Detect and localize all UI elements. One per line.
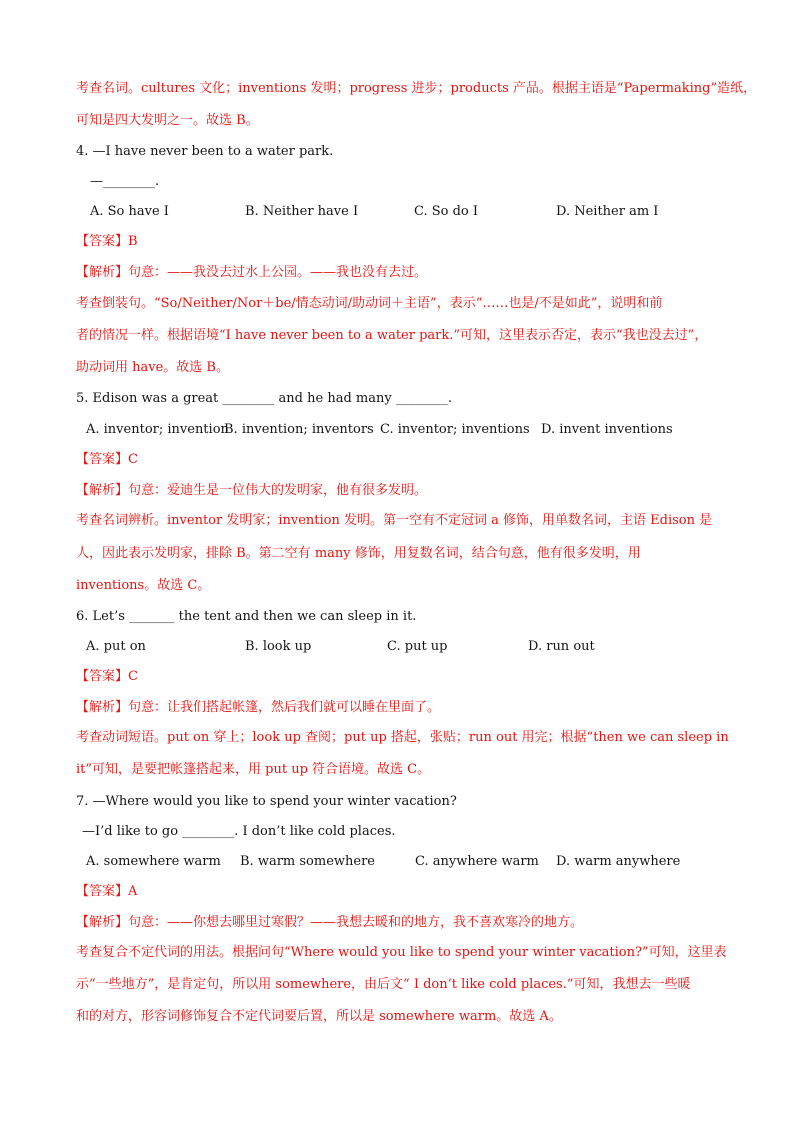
- q5-option-c: C. inventor; inventions: [380, 422, 530, 437]
- q6-analysis: [76, 699, 736, 717]
- q7-analysis: [76, 914, 736, 932]
- q5-analysis: [76, 482, 736, 500]
- q7-option-c: C. anywhere warm: [415, 854, 539, 869]
- answer-value: C: [128, 452, 138, 467]
- q6-explanation-line-2: it”可知，是要把帐篷搭起来，用 put up 符合语境。故选 C。: [76, 762, 431, 777]
- q5-stem: 5. Edison was a great ________ and he had many ________.: [76, 391, 452, 406]
- analysis-text: 句意：爱迪生是一位伟大的发明家，他有很多发明。: [128, 483, 428, 498]
- analysis-tag: 【解析】: [76, 700, 129, 715]
- q4-option-a: A. So have I: [90, 204, 169, 219]
- q7-option-a: A. somewhere warm: [86, 854, 221, 869]
- answer-value: A: [128, 884, 138, 899]
- q5-option-b: B. invention; inventors: [224, 422, 374, 437]
- analysis-tag: 【解析】: [76, 265, 129, 280]
- q6-option-d: D. run out: [528, 639, 595, 654]
- q5-explanation-line-3: inventions。故选 C。: [76, 578, 211, 593]
- q4-answer: [76, 233, 736, 251]
- answer-value: C: [128, 669, 138, 684]
- q6-answer: [76, 668, 736, 686]
- q7-explanation-line-2: 示“一些地方”，是肯定句，所以用 somewhere，由后文“ I don’t like cold places.”可知，我想去一些暖: [76, 977, 691, 992]
- q7-stem: 7. —Where would you like to spend your winter vacation?: [76, 794, 457, 809]
- q4-option-b: B. Neither have I: [245, 204, 359, 219]
- q4-explanation-line-2: 者的情况一样。根据语境“I have never been to a water park.”可知，这里表示否定，表示“我也没去过”，: [76, 328, 708, 343]
- answer-tag: 【答案】: [76, 234, 129, 249]
- q4-option-c: C. So do I: [414, 204, 479, 219]
- analysis-text: 句意：——我没去过水上公园。——我也没有去过。: [128, 265, 428, 280]
- q7-reply: —I’d like to go ________. I don’t like cold places.: [82, 824, 396, 839]
- q5-option-d: D. invent inventions: [541, 422, 673, 437]
- analysis-tag: 【解析】: [76, 483, 129, 498]
- q5-explanation-line-1: 考查名词辨析。inventor 发明家；invention 发明。第一空有不定冠词 a 修饰，用单数名词，主语 Edison 是: [76, 513, 713, 528]
- q6-option-c: C. put up: [387, 639, 448, 654]
- q4-analysis: [76, 264, 736, 282]
- analysis-text: 句意：——你想去哪里过寒假？——我想去暖和的地方，我不喜欢寒冷的地方。: [128, 915, 584, 930]
- q7-explanation-line-1: 考查复合不定代词的用法。根据问句“Where would you like to spend your winter vacation?”可知，这里表: [76, 945, 727, 960]
- q5-explanation-line-2: 人，因此表示发明家，排除 B。第二空有 many 修饰，用复数名词，结合句意，他有很多发明，用: [76, 546, 641, 561]
- q4-reply-blank: —________.: [90, 174, 160, 189]
- q4-explanation-line-1: 考查倒装句。“So/Neither/Nor＋be/情态动词/助动词＋主语”，表示“……也是/不是如此”，说明和前: [76, 296, 663, 311]
- q6-stem: 6. Let’s _______ the tent and then we can sleep in it.: [76, 609, 417, 624]
- q5-option-a: A. inventor; invention: [86, 422, 229, 437]
- analysis-tag: 【解析】: [76, 915, 129, 930]
- q4-option-d: D. Neither am I: [556, 204, 659, 219]
- q7-option-b: B. warm somewhere: [240, 854, 375, 869]
- q6-option-b: B. look up: [245, 639, 312, 654]
- q3-explanation-line-1: 考查名词。cultures 文化；inventions 发明；progress 进步；products 产品。根据主语是“Papermaking”造纸，: [76, 81, 757, 96]
- q3-explanation-line-2: 可知是四大发明之一。故选 B。: [76, 113, 259, 128]
- answer-value: B: [128, 234, 138, 249]
- q7-option-d: D. warm anywhere: [556, 854, 681, 869]
- q7-answer: [76, 883, 736, 901]
- q4-stem: 4. —I have never been to a water park.: [76, 144, 334, 159]
- q6-option-a: A. put on: [86, 639, 146, 654]
- q7-explanation-line-3: 和的对方，形容词修饰复合不定代词要后置，所以是 somewhere warm。故选 A。: [76, 1009, 562, 1024]
- analysis-text: 句意：让我们搭起帐篷，然后我们就可以睡在里面了。: [128, 700, 441, 715]
- answer-tag: 【答案】: [76, 669, 129, 684]
- answer-tag: 【答案】: [76, 884, 129, 899]
- answer-tag: 【答案】: [76, 452, 129, 467]
- q6-explanation-line-1: 考查动词短语。put on 穿上；look up 查阅；put up 搭起，张贴；run out 用完；根据“then we can sleep in: [76, 730, 729, 745]
- q5-answer: [76, 451, 736, 469]
- q4-explanation-line-3: 助动词用 have。故选 B。: [76, 360, 229, 375]
